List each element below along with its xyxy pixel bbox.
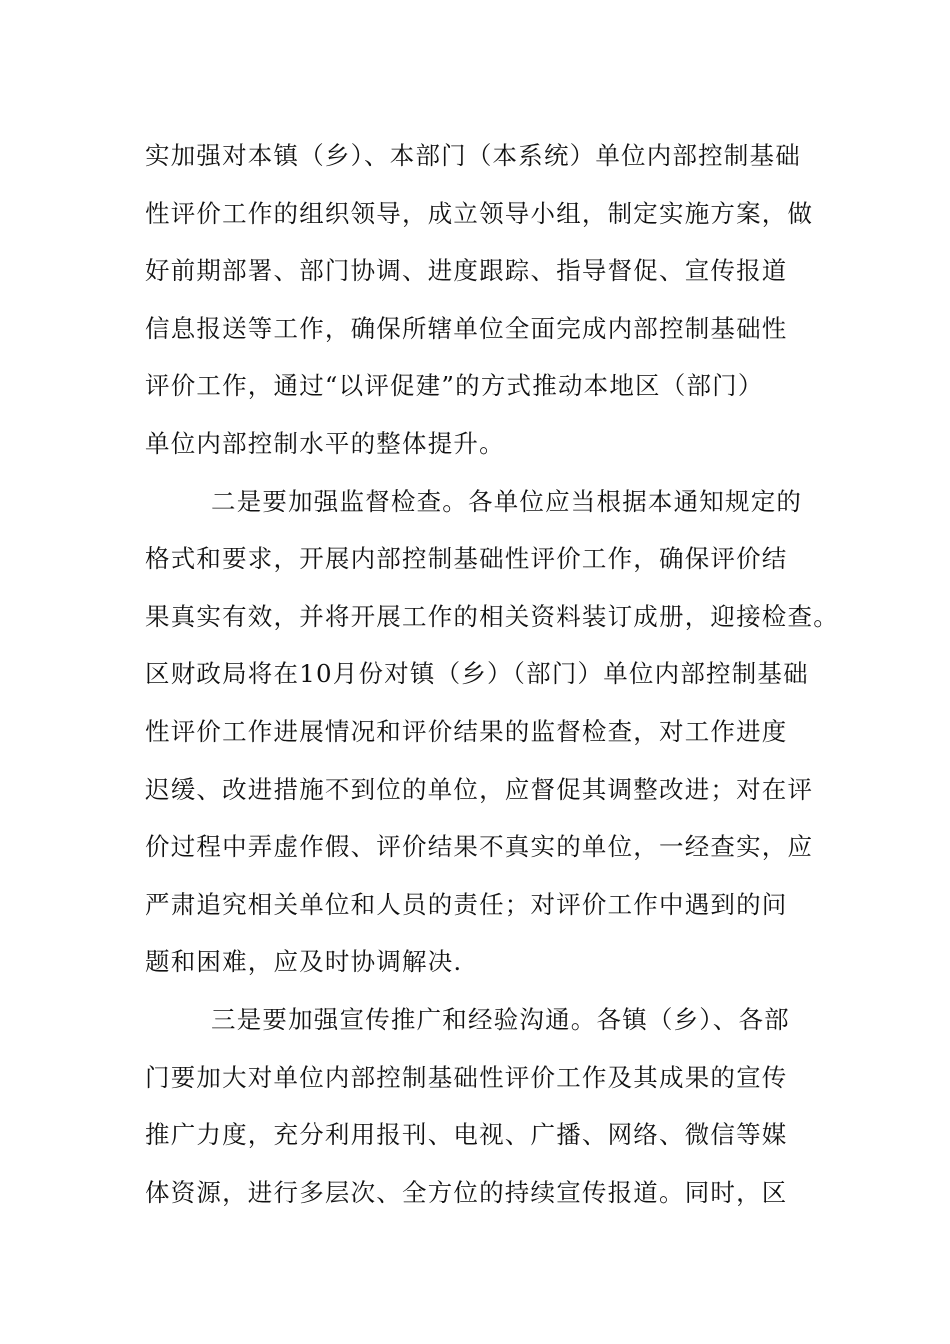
text-line: 评价工作，通过“以评促建”的方式推动本地区（部门） [145,371,764,401]
text-line: 实加强对本镇（乡）、本部门（本系统）单位内部控制基础 [145,141,801,170]
text-line: 体资源，进行多层次、全方位的持续宣传报道。同时，区 [145,1177,788,1207]
text-line: 题和困难，应及时协调解决. [145,947,463,977]
text-line: 区财政局将在10月份对镇（乡）（部门）单位内部控制基础 [145,659,809,689]
text-line: 推广力度，充分利用报刊、电视、广播、网络、微信等媒 [145,1120,788,1150]
text-line: 信息报送等工作，确保所辖单位全面完成内部控制基础性 [145,313,788,343]
text-line: 好前期部署、部门协调、进度跟踪、指导督促、宣传报道 [145,256,788,286]
text-line: 价过程中弄虚作假、评价结果不真实的单位，一经查实，应 [145,832,814,862]
text-line: 格式和要求，开展内部控制基础性评价工作，确保评价结 [145,544,788,574]
text-line: 严肃追究相关单位和人员的责任；对评价工作中遇到的问 [145,889,788,919]
text-line: 门要加大对单位内部控制基础性评价工作及其成果的宣传 [145,1062,788,1092]
paragraph-start-line: 二是要加强监督检查。各单位应当根据本通知规定的 [211,486,803,516]
text-line: 单位内部控制水平的整体提升。 [145,428,505,458]
text-line: 迟缓、改进措施不到位的单位，应督促其调整改进；对在评 [145,774,814,804]
document-body [145,127,839,1221]
paragraph-start-line: 三是要加强宣传推广和经验沟通。各镇（乡）、各部 [211,1004,790,1034]
text-line: 果真实有效，并将开展工作的相关资料装订成册，迎接检查。 [145,601,839,631]
text-line: 性评价工作的组织领导，成立领导小组，制定实施方案，做 [145,198,814,228]
text-line: 性评价工作进展情况和评价结果的监督检查，对工作进度 [145,716,788,746]
